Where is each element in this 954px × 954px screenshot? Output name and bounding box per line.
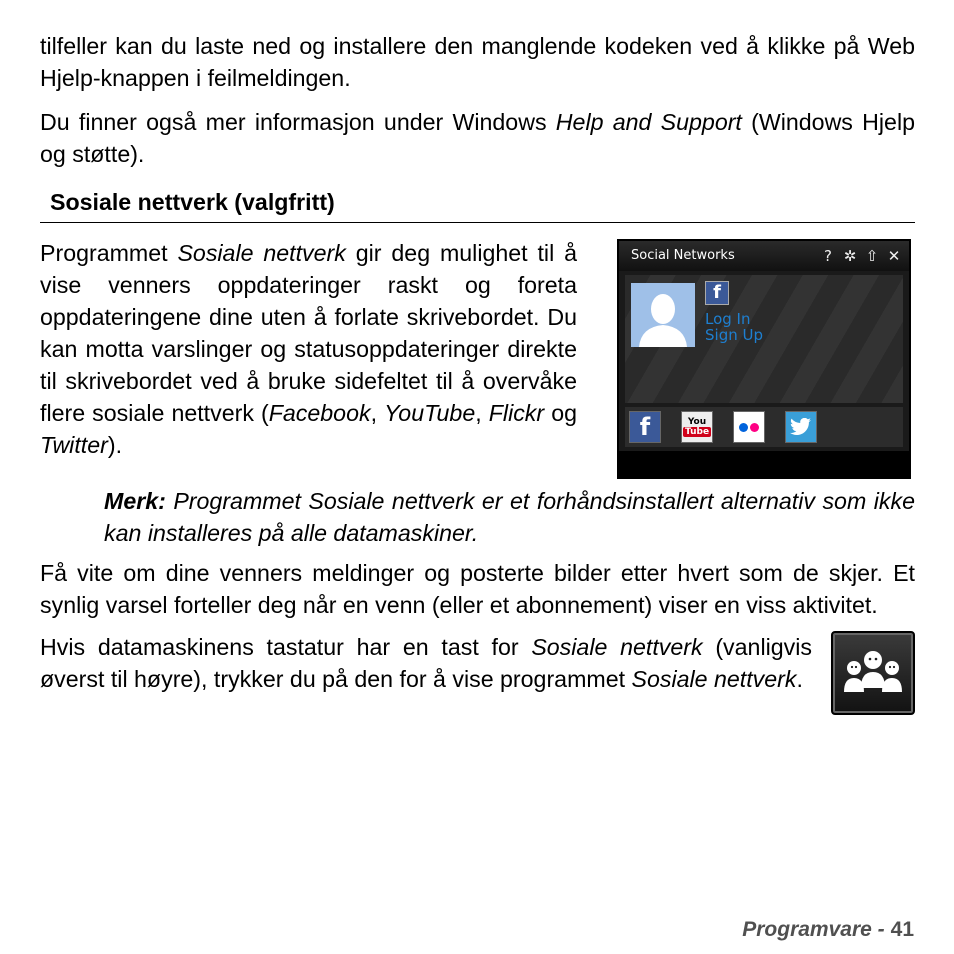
widget-titlebar [619, 241, 909, 271]
paragraph-help [40, 106, 915, 170]
network-icon-bar [625, 407, 903, 447]
login-link[interactable]: Log In [705, 310, 751, 328]
social-networks-key-icon [831, 631, 915, 715]
youtube-icon[interactable] [681, 411, 713, 443]
close-icon[interactable]: ✕ [887, 247, 901, 265]
widget-title: Social Networks [631, 248, 735, 263]
paragraph-social-networks [40, 237, 577, 461]
emphasis-app-name: Sosiale nettverk [631, 666, 797, 692]
emphasis-flickr: Flickr [488, 400, 545, 426]
text-span: , [475, 400, 489, 426]
keyboard-key-row [40, 631, 915, 715]
note-paragraph [40, 485, 915, 549]
emphasis-app-name: Sosiale nettverk [177, 240, 346, 266]
section-heading: Sosiale nettverk (valgfritt) [40, 186, 915, 223]
social-intro-row [40, 237, 915, 479]
up-arrow-icon[interactable]: ⇧ [865, 247, 879, 265]
avatar-silhouette-icon [631, 283, 695, 347]
document-page [40, 30, 915, 715]
facebook-icon[interactable]: f [629, 411, 661, 443]
flickr-icon[interactable] [733, 411, 765, 443]
text-span: . [796, 666, 803, 692]
page-footer [742, 914, 914, 946]
emphasis-help-and-support: Help and Support [555, 109, 742, 135]
flickr-blue-dot [739, 423, 748, 432]
avatar [631, 283, 695, 347]
help-icon[interactable]: ? [824, 247, 832, 265]
text-span: og [544, 400, 578, 426]
widget-body [625, 275, 903, 403]
text-span: gir deg mulighet til å vise venners oppdateringer raskt og foreta oppdateringene dine uten å forlate skrivebordet. Du kan motta varslinger og statusoppdateringer direkte til skrivebordet ved å bruke sidefeltet til å overvåke flere sosiale nettverk ( [40, 240, 578, 426]
widget-bottom-bar [619, 451, 909, 477]
paragraph-keyboard-key [40, 631, 812, 695]
social-networks-widget [617, 239, 911, 479]
paragraph-codec: tilfeller kan du laste ned og installere den manglende kodeken ved å klikke på Web Hjelp-knappen i feilmeldingen. [40, 33, 915, 91]
text-span: Du finner også mer informasjon under Windows [40, 109, 556, 135]
youtube-you-text: You [687, 417, 707, 427]
emphasis-youtube: YouTube [384, 400, 476, 426]
signup-link[interactable]: Sign Up [705, 326, 763, 344]
facebook-small-icon: f [705, 281, 729, 305]
text-span: ). [107, 432, 123, 458]
people-group-icon [841, 648, 905, 698]
emphasis-facebook: Facebook [268, 400, 371, 426]
twitter-bird-icon [790, 418, 812, 436]
text-span: Hvis datamaskinens tastatur har en tast for [40, 634, 532, 660]
twitter-icon[interactable] [785, 411, 817, 443]
flickr-pink-dot [750, 423, 759, 432]
footer-section: Programvare - [742, 918, 885, 941]
note-text: Programmet Sosiale nettverk er et forhåndsinstallert alternativ som ikke kan installeres på alle datamaskiner. [104, 488, 915, 546]
text-span: Programmet [40, 240, 178, 266]
youtube-tube-text: Tube [684, 427, 710, 437]
emphasis-app-name: Sosiale nettverk [531, 634, 703, 660]
social-intro-text [40, 237, 577, 461]
emphasis-twitter: Twitter [40, 432, 108, 458]
gear-icon[interactable]: ✲ [843, 247, 857, 265]
widget-controls [819, 241, 903, 271]
text-span: , [370, 400, 385, 426]
text-span: (vanligvis øverst til høyre), trykker du på den for å vise programmet [40, 634, 812, 692]
page-number: 41 [890, 918, 914, 941]
keyboard-key-text [40, 631, 812, 695]
paragraph-notifications: Få vite om dine venners meldinger og posterte bilder etter hvert som de skjer. Et synlig varsel forteller deg når en venn (eller et abonnement) viser en viss aktivitet. [40, 560, 915, 618]
text-span: (Windows Hjelp og støtte). [40, 109, 915, 167]
note-label: Merk: [104, 488, 166, 514]
